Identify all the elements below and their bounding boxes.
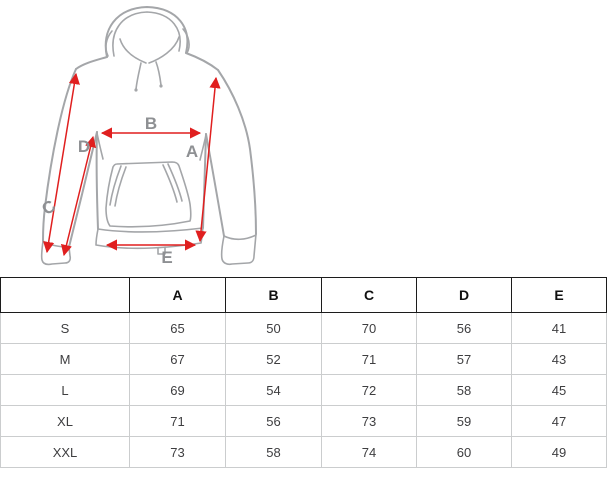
table-cell: 43: [512, 344, 607, 375]
sleeve-right-outer: [218, 70, 256, 234]
table-cell: 58: [417, 375, 512, 406]
arrow-a: [200, 78, 216, 241]
hood-outer: [106, 7, 188, 57]
hood-opening-left: [120, 39, 146, 63]
table-cell: 41: [512, 313, 607, 344]
label-e: E: [161, 248, 173, 267]
table-row: [1, 344, 607, 375]
table-cell: 72: [322, 375, 417, 406]
size-label-cell: S: [1, 313, 130, 344]
cuff-right: [222, 234, 256, 264]
table-cell: 54: [226, 375, 322, 406]
table-cell: 65: [130, 313, 226, 344]
table-row: [1, 406, 607, 437]
table-cell: 52: [226, 344, 322, 375]
drawstring-tip-right: [159, 84, 162, 87]
drawstring-tip-left: [134, 88, 137, 91]
size-table-header: [1, 278, 607, 313]
header-row: [1, 278, 607, 313]
table-cell: 73: [322, 406, 417, 437]
table-cell: 58: [226, 437, 322, 468]
table-cell: 73: [130, 437, 226, 468]
drawstring-right: [156, 62, 161, 85]
table-cell: 70: [322, 313, 417, 344]
header-cell-size: [1, 278, 130, 313]
body-left: [97, 132, 98, 229]
label-c: C: [38, 196, 60, 219]
header-cell-d: D: [417, 278, 512, 313]
table-row: [1, 437, 607, 468]
table-cell: 47: [512, 406, 607, 437]
size-label-cell: L: [1, 375, 130, 406]
table-row: [1, 313, 607, 344]
table-cell: 67: [130, 344, 226, 375]
table-cell: 69: [130, 375, 226, 406]
table-cell: 57: [417, 344, 512, 375]
header-cell-e: E: [512, 278, 607, 313]
table-cell: 50: [226, 313, 322, 344]
table-cell: 56: [417, 313, 512, 344]
size-table-body: [1, 313, 607, 468]
table-cell: 59: [417, 406, 512, 437]
label-a: A: [185, 142, 199, 161]
measurement-arrows: [47, 74, 216, 255]
size-label-cell: M: [1, 344, 130, 375]
table-cell: 45: [512, 375, 607, 406]
header-cell-b: B: [226, 278, 322, 313]
hoodie-outline: [42, 7, 256, 264]
size-label-cell: XL: [1, 406, 130, 437]
size-table: [0, 277, 607, 468]
seam-left: [97, 133, 103, 159]
table-cell: 49: [512, 437, 607, 468]
hood-opening-right: [149, 37, 179, 63]
drawstring-left: [136, 63, 141, 89]
label-d: D: [77, 137, 91, 156]
table-cell: 71: [130, 406, 226, 437]
shoulder-left: [76, 57, 107, 69]
label-b: B: [144, 114, 158, 133]
size-label-cell: XXL: [1, 437, 130, 468]
table-cell: 56: [226, 406, 322, 437]
header-cell-a: A: [130, 278, 226, 313]
pocket-stitch-right: [163, 164, 182, 202]
table-cell: 74: [322, 437, 417, 468]
header-cell-c: C: [322, 278, 417, 313]
table-row: [1, 375, 607, 406]
table-cell: 60: [417, 437, 512, 468]
shoulder-right: [186, 53, 218, 70]
table-cell: 71: [322, 344, 417, 375]
